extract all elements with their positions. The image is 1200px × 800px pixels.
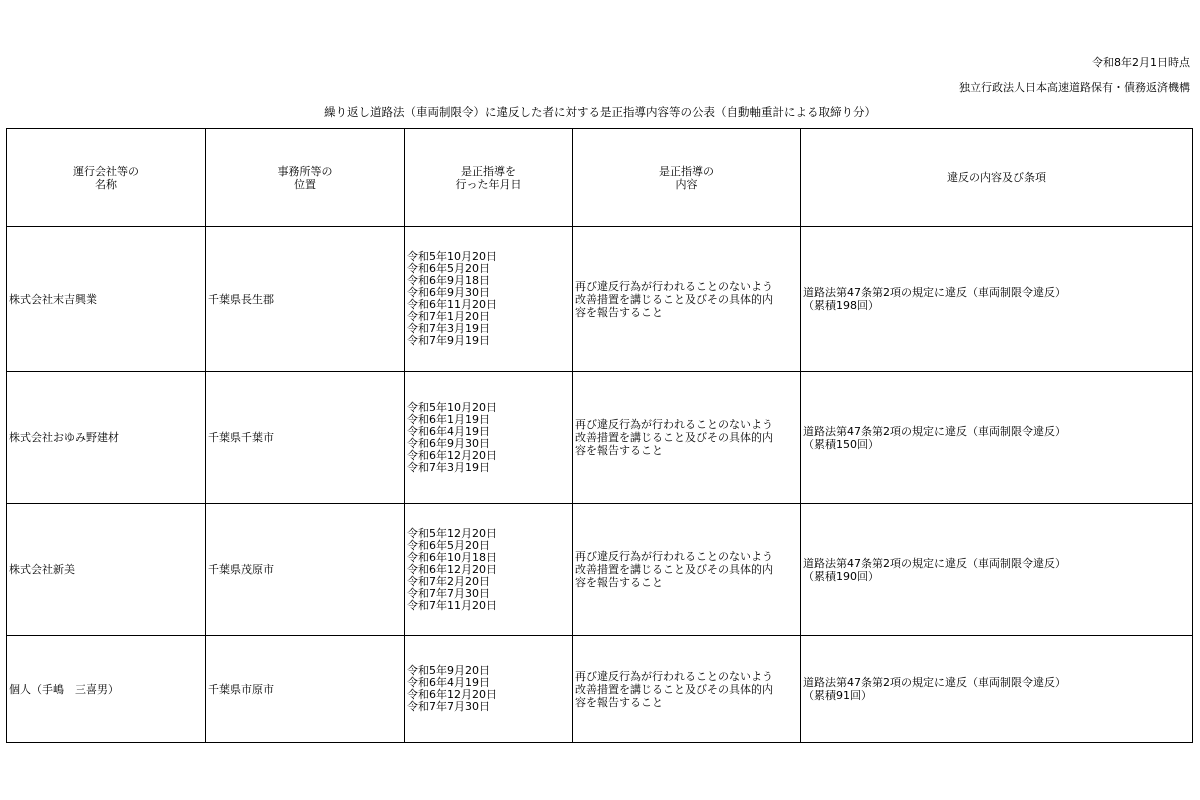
- header-line: 是正指導の: [659, 164, 714, 178]
- guidance-line: 再び違反行為が行われることのないよう: [575, 279, 773, 293]
- header-guidance-date: [405, 129, 573, 227]
- guidance-cell: [573, 504, 801, 636]
- header-line: 位置: [294, 177, 316, 191]
- dates-cell: [405, 504, 573, 636]
- guidance-line: 再び違反行為が行われることのないよう: [575, 418, 773, 431]
- date-entry: 令和6年9月18日: [407, 274, 490, 287]
- guidance-cell: [573, 372, 801, 504]
- violation-cell: [801, 504, 1193, 636]
- dates-cell: [405, 372, 573, 504]
- date-entry: 令和7年11月20日: [407, 598, 497, 612]
- header-violation: [801, 129, 1193, 227]
- guidance-line: 改善措置を講じること及びその具体的内: [575, 563, 773, 576]
- table-row: [7, 372, 1193, 504]
- date-entry: 令和5年12月20日: [407, 526, 497, 540]
- company-name-cell: 株式会社新美: [7, 504, 206, 636]
- guidance-line: 改善措置を講じること及びその具体的内: [575, 431, 773, 444]
- date-entry: 令和6年4月19日: [407, 676, 490, 689]
- dates-cell: [405, 636, 573, 743]
- violation-count: （累積198回）: [803, 299, 879, 312]
- header-line: 違反の内容及び条項: [947, 171, 1046, 184]
- dates-cell: [405, 227, 573, 372]
- violation-count: （累積91回）: [803, 689, 872, 702]
- header-line: 内容: [675, 177, 698, 191]
- header-line: 運行会社等の: [73, 164, 139, 178]
- guidance-table: [6, 128, 1193, 743]
- date-entry: 令和6年1月19日: [407, 412, 490, 426]
- violation-line: 道路法第47条第2項の規定に違反（車両制限令違反）: [803, 424, 1066, 438]
- date-entry: 令和6年9月30日: [407, 436, 490, 450]
- guidance-cell: [573, 636, 801, 743]
- date-entry: 令和6年5月20日: [407, 538, 490, 552]
- table-row: [7, 636, 1193, 743]
- header-guidance-content: [573, 129, 801, 227]
- location-cell: 千葉県千葉市: [206, 372, 405, 504]
- company-name-cell: 株式会社おゆみ野建材: [7, 372, 206, 504]
- guidance-line: 容を報告すること: [575, 695, 663, 709]
- guidance-cell: [573, 227, 801, 372]
- location-cell: 千葉県市原市: [206, 636, 405, 743]
- header-line: 事務所等の: [277, 164, 333, 178]
- date-entry: 令和6年12月20日: [407, 562, 497, 576]
- as-of-date: 令和8年2月1日時点: [1092, 56, 1190, 69]
- guidance-line: 改善措置を講じること及びその具体的内: [575, 292, 773, 306]
- date-entry: 令和7年9月19日: [407, 334, 490, 347]
- violation-count: （累積150回）: [803, 437, 879, 451]
- date-entry: 令和5年10月20日: [407, 250, 497, 263]
- violation-line: 道路法第47条第2項の規定に違反（車両制限令違反）: [803, 556, 1066, 570]
- company-name-cell: 株式会社末吉興業: [7, 227, 206, 372]
- date-entry: 令和6年12月20日: [407, 688, 497, 701]
- guidance-line: 改善措置を講じること及びその具体的内: [575, 682, 773, 696]
- date-entry: 令和7年2月20日: [407, 574, 490, 588]
- guidance-line: 再び違反行為が行われることのないよう: [575, 550, 773, 563]
- location-cell: 千葉県長生郡: [206, 227, 405, 372]
- date-entry: 令和7年3月19日: [407, 460, 490, 474]
- header-line: 名称: [95, 177, 117, 191]
- organization-name: 独立行政法人日本高速道路保有・債務返済機構: [959, 81, 1190, 94]
- document-title: 繰り返し道路法（車両制限令）に違反した者に対する是正指導内容等の公表（自動軸重計による取締り分）: [324, 105, 876, 119]
- header-line: 是正指導を: [461, 164, 516, 178]
- date-entry: 令和7年7月30日: [407, 586, 490, 600]
- violation-line: 道路法第47条第2項の規定に違反（車両制限令違反）: [803, 286, 1066, 299]
- header-row: [7, 129, 1193, 227]
- guidance-line: 再び違反行為が行われることのないよう: [575, 669, 773, 683]
- date-entry: 令和5年10月20日: [407, 400, 497, 414]
- date-entry: 令和5年9月20日: [407, 664, 490, 677]
- violation-cell: [801, 227, 1193, 372]
- table-row: [7, 504, 1193, 636]
- violation-line: 道路法第47条第2項の規定に違反（車両制限令違反）: [803, 676, 1066, 689]
- guidance-line: 容を報告すること: [575, 305, 663, 319]
- date-entry: 令和7年3月19日: [407, 322, 490, 335]
- date-entry: 令和7年1月20日: [407, 310, 490, 323]
- violation-count: （累積190回）: [803, 569, 879, 583]
- table-row: [7, 227, 1193, 372]
- location-cell: 千葉県茂原市: [206, 504, 405, 636]
- header-office-location: [206, 129, 405, 227]
- header-company-name: [7, 129, 206, 227]
- header-line: 行った年月日: [455, 177, 522, 191]
- guidance-line: 容を報告すること: [575, 576, 663, 589]
- date-entry: 令和6年10月18日: [407, 550, 497, 564]
- violation-cell: [801, 372, 1193, 504]
- date-entry: 令和6年11月20日: [407, 298, 497, 311]
- date-entry: 令和6年12月20日: [407, 448, 497, 462]
- date-entry: 令和6年5月20日: [407, 262, 490, 275]
- company-name-cell: 個人（手嶋 三喜男）: [7, 636, 206, 743]
- date-entry: 令和7年7月30日: [407, 700, 490, 713]
- violation-cell: [801, 636, 1193, 743]
- guidance-line: 容を報告すること: [575, 444, 663, 457]
- date-entry: 令和6年4月19日: [407, 424, 490, 438]
- date-entry: 令和6年9月30日: [407, 286, 490, 299]
